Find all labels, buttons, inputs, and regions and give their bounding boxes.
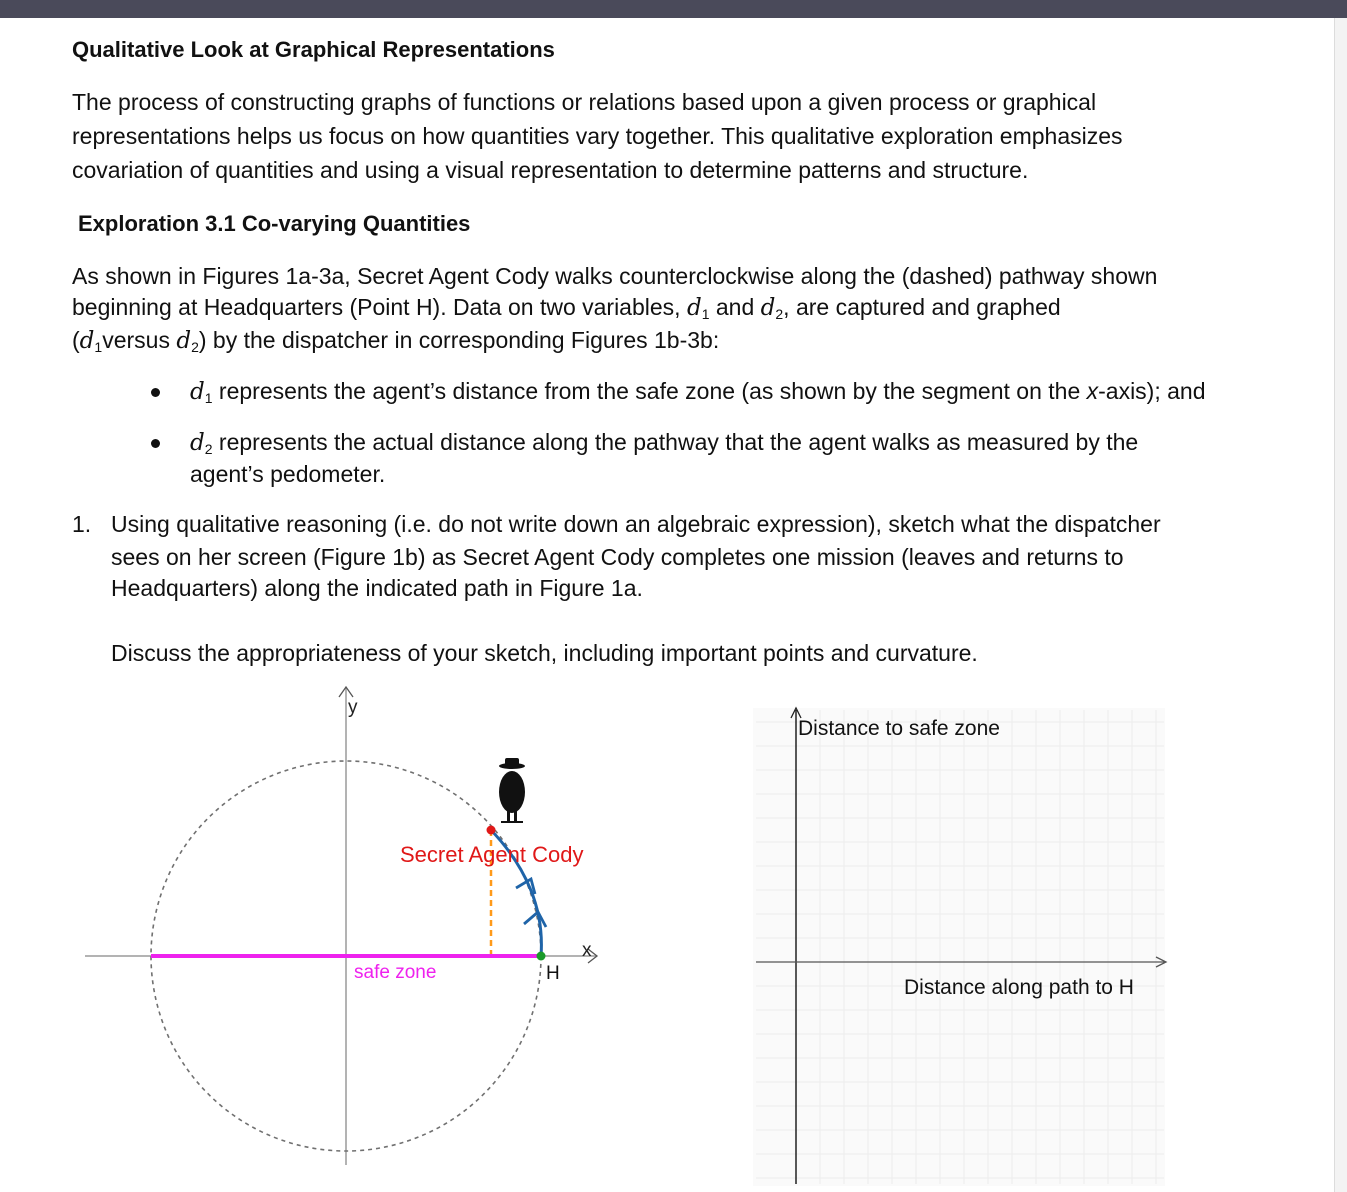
graph-area[interactable] — [753, 708, 1165, 1186]
agent-label: Secret Agent Cody — [400, 842, 584, 867]
path-direction-arrow-icon — [524, 912, 546, 927]
y-axis-label: y — [348, 697, 358, 718]
question-number: 1. — [72, 511, 92, 537]
bullet-item-d2: $d_2$ represents the actual distance along the pathway that the agent walks as measured by the — [190, 429, 1139, 457]
bullet-dot — [151, 439, 160, 448]
exploration-title: Exploration 3.1 Co-varying Quantities — [78, 211, 471, 236]
bullet-dot — [151, 388, 160, 397]
agent-point — [487, 826, 496, 835]
figure-1b-graph — [750, 700, 1180, 1190]
para-line-3: ($d_1versus$ $d_2$) by the dispatcher in corresponding Figures 1b-3b: — [72, 327, 720, 355]
intro-line-1: The process of constructing graphs of functions or relations based upon a given process or graphical — [72, 89, 1097, 115]
para-line-2: beginning at Headquarters (Point H). Data on two variables, $d_1$ and $d_2$, are captured and graphed — [72, 294, 1061, 322]
x-axis-label: x — [582, 940, 592, 961]
bullet-item-d1: $d_1$ represents the agent’s distance from the safe zone (as shown by the segment on the x-axis); and — [190, 378, 1206, 406]
question-line-1: Using qualitative reasoning (i.e. do not write down an algebraic expression), sketch what the dispatcher — [111, 511, 1161, 537]
point-h-label: H — [546, 963, 560, 984]
question-discuss: Discuss the appropriateness of your sketch, including important points and curvature. — [111, 640, 978, 666]
y-axis-label: Distance to safe zone — [798, 717, 1000, 740]
secret-agent-icon — [499, 758, 525, 822]
intro-line-2: representations helps us focus on how quantities vary together. This qualitative exploration emphasizes — [72, 123, 1123, 149]
figure-1a-path-diagram — [80, 680, 700, 1170]
scrollbar-track[interactable] — [1334, 18, 1347, 1192]
safe-zone-label: safe zone — [354, 962, 437, 983]
top-bar — [0, 0, 1347, 18]
x-axis-label: Distance along path to H — [904, 976, 1134, 999]
question-line-3: Headquarters) along the indicated path in Figure 1a. — [111, 575, 643, 601]
para-line-1: As shown in Figures 1a-3a, Secret Agent Cody walks counterclockwise along the (dashed) pathway shown — [72, 263, 1158, 289]
section-heading: Qualitative Look at Graphical Representations — [72, 37, 555, 62]
question-line-2: sees on her screen (Figure 1b) as Secret Agent Cody completes one mission (leaves and returns to — [111, 544, 1124, 570]
bullet-item-d2-cont: agent’s pedometer. — [190, 461, 386, 487]
intro-line-3: covariation of quantities and using a visual representation to determine patterns and structure. — [72, 157, 1029, 183]
point-h — [537, 952, 546, 961]
